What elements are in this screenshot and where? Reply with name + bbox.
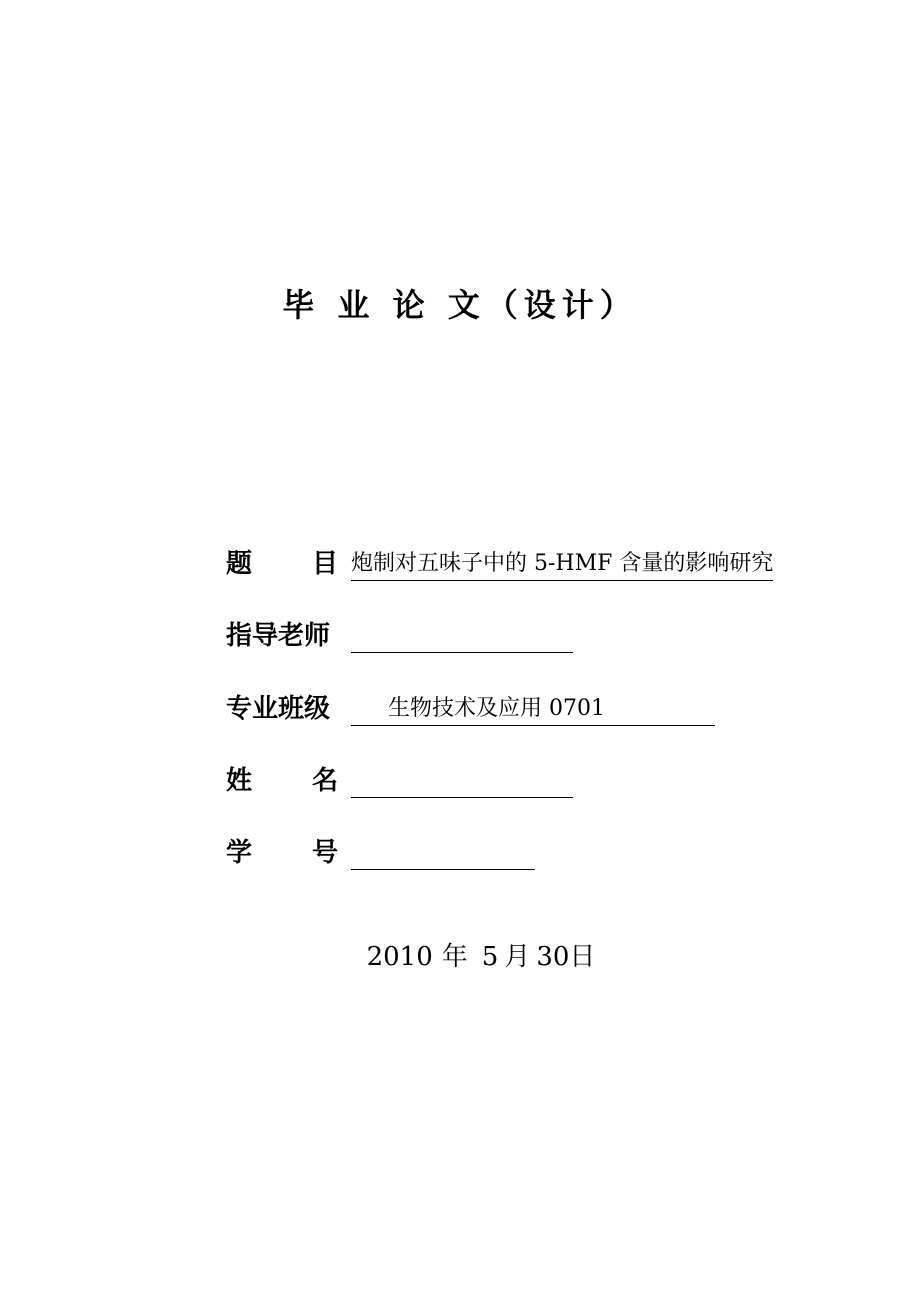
date-day: 30 bbox=[536, 942, 570, 972]
major-class-label: 专业班级 bbox=[226, 694, 331, 724]
name-label-char-1: 姓 bbox=[226, 766, 253, 796]
topic-label bbox=[226, 547, 338, 581]
page-title: 毕 业 论 文（设计） bbox=[282, 286, 638, 324]
student-id-value bbox=[351, 838, 535, 870]
student-id-label-char-1: 学 bbox=[226, 838, 253, 868]
date-year: 2010 bbox=[366, 942, 433, 972]
name-value bbox=[351, 766, 573, 798]
topic-value: 炮制对五味子中的 5-HMF 含量的影响研究 bbox=[351, 549, 773, 581]
advisor-label: 指导老师 bbox=[226, 621, 331, 651]
name-label-char-2: 名 bbox=[311, 766, 338, 796]
student-id-label-char-2: 号 bbox=[311, 838, 338, 868]
major-class-value: 生物技术及应用 0701 bbox=[351, 694, 715, 726]
submission-date bbox=[0, 940, 920, 974]
student-id-field bbox=[226, 830, 535, 870]
topic-label-char-2: 目 bbox=[311, 549, 338, 579]
name-label bbox=[226, 764, 338, 798]
date-month-unit: 月 bbox=[504, 942, 531, 972]
date-day-unit: 日 bbox=[569, 942, 596, 972]
major-class-field bbox=[226, 686, 715, 726]
date-year-unit: 年 bbox=[441, 942, 468, 972]
topic-label-char-1: 题 bbox=[226, 549, 253, 579]
advisor-value bbox=[351, 621, 573, 653]
name-field bbox=[226, 758, 573, 798]
student-id-label bbox=[226, 836, 338, 870]
topic-field bbox=[226, 541, 773, 581]
date-month: 5 bbox=[481, 942, 499, 972]
advisor-field bbox=[226, 613, 573, 653]
